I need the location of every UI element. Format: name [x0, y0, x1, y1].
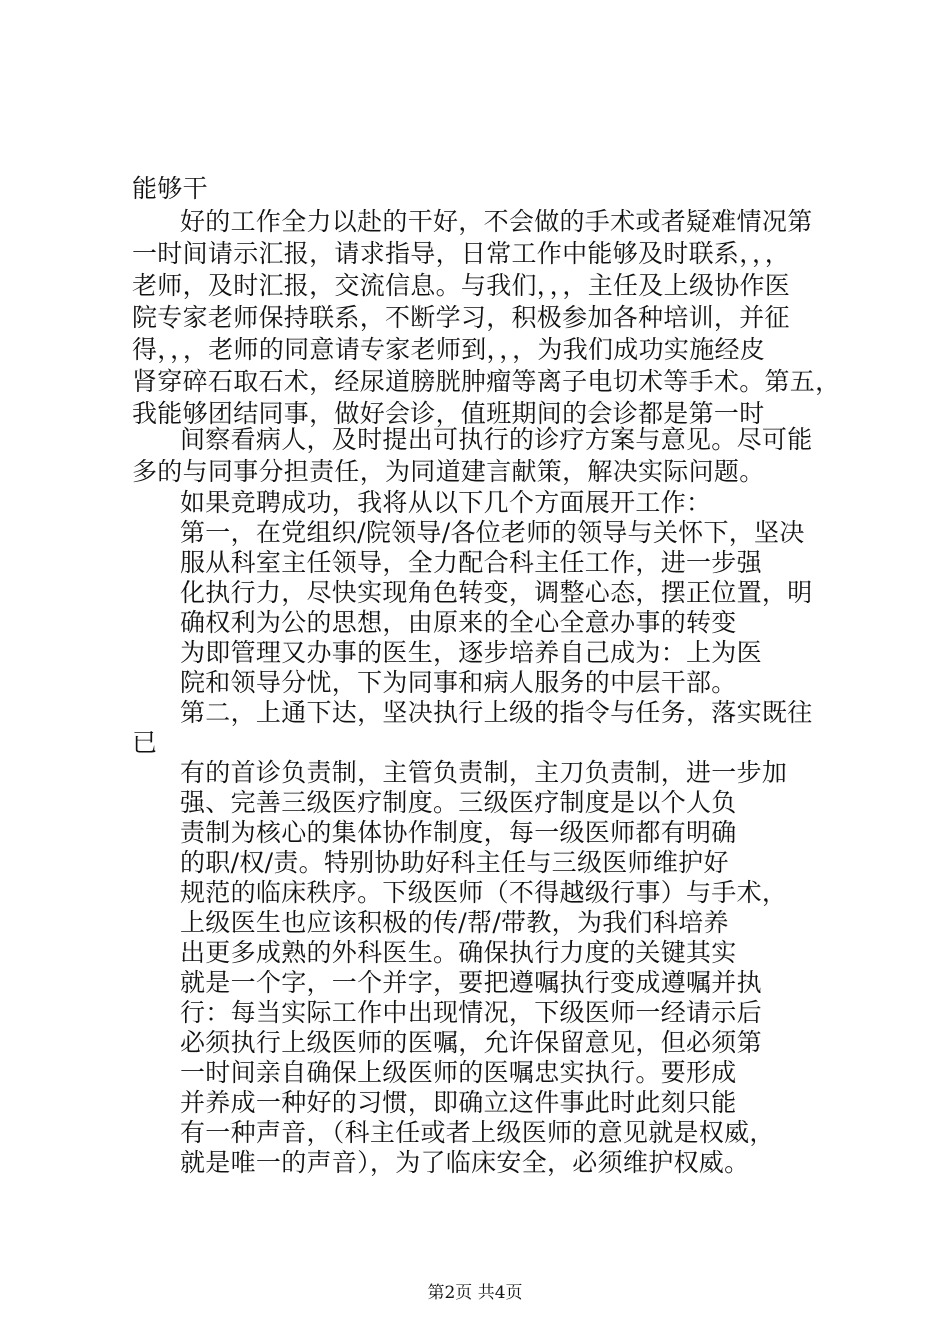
text-line: 一时间亲自确保上级医师的医嘱忠实执行。要形成 [180, 1058, 737, 1087]
text-line: 老师，及时汇报，交流信息。与我们，，，主任及上级协作医 [132, 271, 791, 300]
text-line: 为即管理又办事的医生，逐步培养自己成为：上为医 [180, 638, 762, 667]
text-line: 已 [132, 728, 158, 757]
text-line: 有一种声音，（科主任或者上级医师的意见就是权威， [180, 1118, 775, 1147]
text-line: 好的工作全力以赴的干好，不会做的手术或者疑难情况第 [180, 207, 813, 236]
text-line: 就是一个字，一个并字，要把遵嘱执行变成遵嘱并执 [180, 968, 762, 997]
text-line: 必须执行上级医师的医嘱，允许保留意见，但必须第 [180, 1028, 762, 1057]
text-line: 强、完善三级医疗制度。三级医疗制度是以个人负 [180, 788, 737, 817]
text-line: 就是唯一的声音），为了临床安全，必须维护权威。 [180, 1148, 750, 1177]
text-line: 我能够团结同事，做好会诊，值班期间的会诊都是第一时 [132, 399, 765, 428]
text-line: 院专家老师保持联系，不断学习，积极参加各种培训，并征 [132, 303, 790, 332]
text-line: 得，，，老师的同意请专家老师到，，，为我们成功实施经皮 [132, 335, 766, 364]
text-line: 服从科室主任领导，全力配合科主任工作，进一步强 [180, 548, 762, 577]
text-line: 化执行力，尽快实现角色转变，调整心态，摆正位置，明 [180, 578, 813, 607]
text-line: 肾穿碎石取石术，经尿道膀胱肿瘤等离子电切术等手术。第五， [132, 367, 841, 396]
text-line: 多的与同事分担责任，为同道建言献策，解决实际问题。 [132, 457, 765, 486]
text-line: 第二，上通下达，坚决执行上级的指令与任务，落实既往 [180, 698, 813, 727]
text-line: 行：每当实际工作中出现情况，下级医师一经请示后 [180, 998, 762, 1027]
text-line: 间察看病人，及时提出可执行的诊疗方案与意见。尽可能 [180, 425, 813, 454]
text-line: 责制为核心的集体协作制度，每一级医师都有明确 [180, 818, 737, 847]
text-line: 如果竞聘成功，我将从以下几个方面展开工作： [180, 488, 712, 517]
text-line: 上级医生也应该积极的传/帮/带教，为我们科培养 [180, 908, 729, 937]
text-line: 第一，在党组织/院领导/各位老师的领导与关怀下，坚决 [180, 518, 805, 547]
text-line: 规范的临床秩序。下级医师（不得越级行事）与手术， [180, 878, 788, 907]
text-line: 能够干 [132, 174, 208, 203]
text-line: 院和领导分忧，下为同事和病人服务的中层干部。 [180, 668, 737, 697]
text-line: 有的首诊负责制，主管负责制，主刀负责制，进一步加 [180, 758, 788, 787]
page-footer: 第2页 共4页 [427, 1283, 523, 1303]
text-line: 确权利为公的思想，由原来的全心全意办事的转变 [180, 608, 737, 637]
text-line: 的职/权/责。特别协助好科主任与三级医师维护好 [180, 848, 729, 877]
text-line: 并养成一种好的习惯，即确立这件事此时此刻只能 [180, 1088, 737, 1117]
text-line: 一时间请示汇报，请求指导，日常工作中能够及时联系，，， [132, 239, 791, 268]
text-line: 出更多成熟的外科医生。确保执行力度的关键其实 [180, 938, 737, 967]
